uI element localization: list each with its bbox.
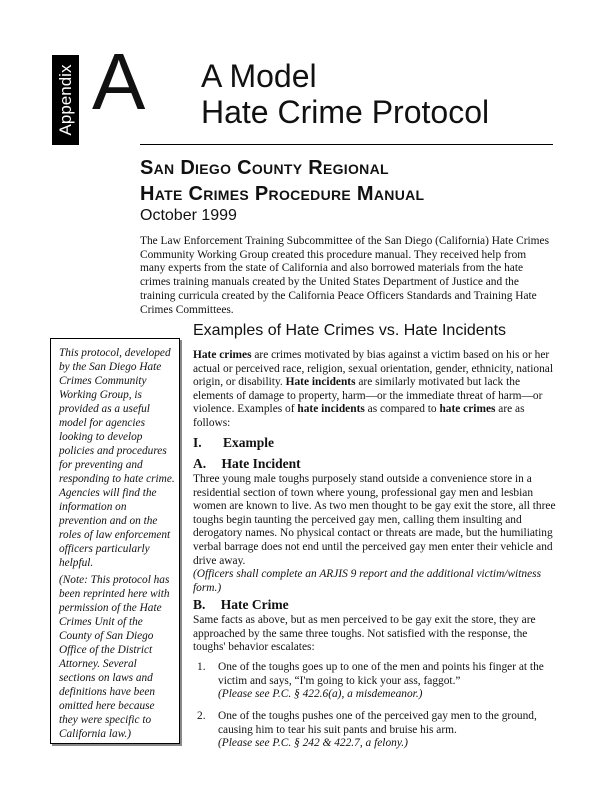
title-rule <box>140 144 553 145</box>
page-title <box>201 58 489 130</box>
hate-incident-body <box>193 473 556 595</box>
list-item <box>193 710 556 751</box>
term-hate-crimes: Hate crimes <box>193 349 252 361</box>
hate-incident-text: Three young male toughs purposely stand outside a convenience store in a residential section of town where young, professional gay men and lesbian women are known to live. As two men thought to be gay exit the store, all three toughs begin taunting the perceived gay men, calling them insulting and derogatory names. No physical contact or threats are made, but the humiliating verbal barrage does not end until the perceived gay men enter their vehicle and drive away. <box>193 473 556 567</box>
manual-date: October 1999 <box>140 207 237 224</box>
list-item-text: One of the toughs pushes one of the perceived gay men to the ground, causing him to tear his suit pants and bruise his arm. <box>218 710 537 736</box>
sidebar-paragraph-2: (Note: This protocol has been reprinted here with permission of the Hate Crimes Unit of the County of San Diego Office of the District Attorney. Several sections on laws and definitions have been omitted here because they were specific to California law.) <box>59 574 170 740</box>
definition-text-2: are similarly motivated but lack the elements of damage to property, harm—or the immediate threat of harm—or violence. Examples of <box>193 376 543 416</box>
hate-incident-note: (Officers shall complete an ARJIS 9 report and the additional victim/witness form.) <box>193 568 541 594</box>
sidebar-paragraph-1: This protocol, developed by the San Diego Hate Crimes Community Working Group, is provided as a useful model for agencies looking to develop policies and procedures for preventing and responding to hate crime. Agencies will find the information on prevention and on the roles of law enforcement officers particularly helpful. <box>59 347 175 569</box>
example-heading <box>193 436 556 450</box>
example-roman-numeral: I. <box>193 435 202 450</box>
list-item-number: 2. <box>197 710 206 722</box>
definition-text-4: are as follows: <box>193 403 525 429</box>
list-item-note: (Please see P.C. § 422.6(a), a misdemeanor.) <box>218 688 423 701</box>
manual-title-line2: Hate Crimes Procedure Manual <box>140 183 425 205</box>
definition-paragraph <box>193 349 556 431</box>
list-item-note: (Please see P.C. § 242 & 422.7, a felony.) <box>218 737 408 750</box>
example-label: Example <box>223 435 275 450</box>
appendix-tab <box>52 55 79 145</box>
hate-crime-label: Hate Crime <box>220 597 289 612</box>
sidebar-text <box>59 346 175 744</box>
hate-crime-heading <box>193 598 556 612</box>
hate-crime-body: Same facts as above, but as men perceived to be gay exit the store, they are approached by the same three toughs. Not satisfied with the response, the toughs' behavior escalates: <box>193 614 536 654</box>
page-title-line2: Hate Crime Protocol <box>201 94 490 130</box>
definition-text-3: as compared to <box>364 403 440 416</box>
hate-crime-letter: B. <box>193 597 206 612</box>
section-heading: Examples of Hate Crimes vs. Hate Incidents <box>193 322 507 339</box>
term-hate-incidents: Hate incidents <box>285 376 356 389</box>
list-item <box>193 661 556 702</box>
manual-title <box>140 155 424 207</box>
list-item-text: One of the toughs goes up to one of the men and points his finger at the victim and says, “I'm going to kick your ass, faggot.” <box>218 661 544 687</box>
appendix-tab-label: Appendix <box>55 64 75 136</box>
list-item-number: 1. <box>197 661 206 673</box>
hate-incident-letter: A. <box>193 456 207 471</box>
hate-incident-label: Hate Incident <box>221 456 301 471</box>
hate-incident-heading <box>193 457 556 471</box>
term-hate-incidents-2: hate incidents <box>297 403 365 416</box>
intro-paragraph: The Law Enforcement Training Subcommittee of the San Diego (California) Hate Crimes Community Working Group created this procedure manual. They received help from many experts from the state of California and also borrowed materials from the hate crimes training manuals created by the United States Department of Justice and the training curricula created by the California Peace Officers Standards and Training Hate Crimes Committees. <box>140 235 550 316</box>
appendix-letter: A <box>92 37 146 126</box>
manual-title-line1: San Diego County Regional <box>140 157 389 179</box>
definition-text-1: are crimes motivated by bias against a victim based on his or her actual or perceived race, religion, sexual orientation, gender, ethnicity, national origin, or disability. <box>193 349 553 389</box>
page-title-line1: A Model <box>201 58 317 94</box>
term-hate-crimes-2: hate crimes <box>439 403 496 416</box>
